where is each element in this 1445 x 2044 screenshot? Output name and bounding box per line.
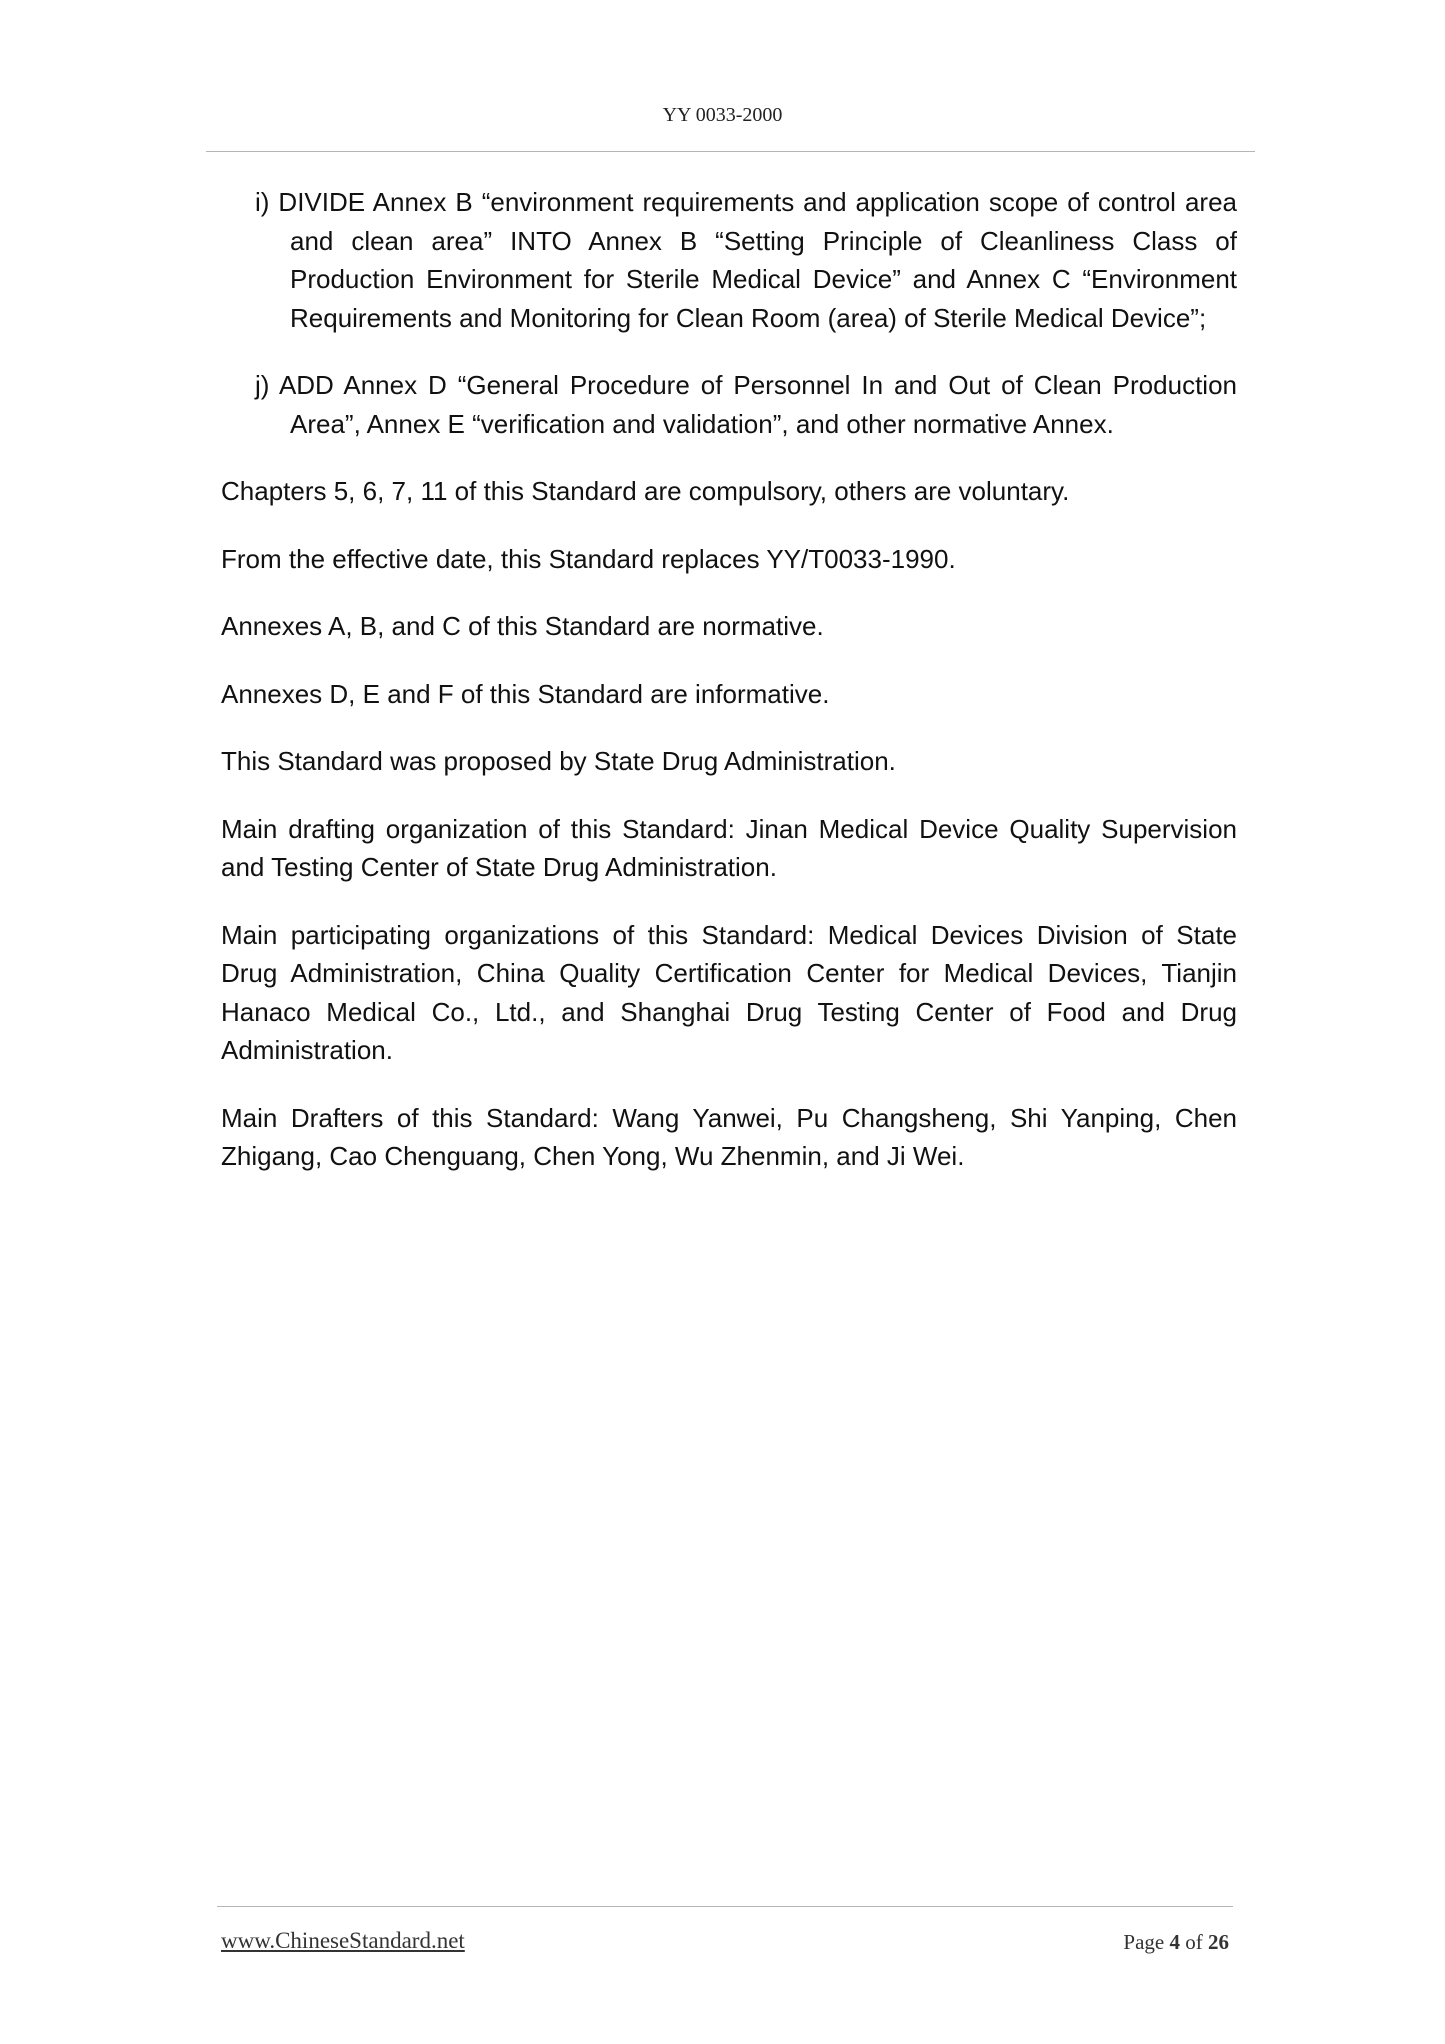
page-number [1123, 1930, 1229, 1955]
paragraph-drafting-organization: Main drafting organization of this Standard: Jinan Medical Device Quality Supervision and Testing Center of State Drug Administration. [221, 813, 1237, 882]
list-item-j: j) ADD Annex D “General Procedure of Personnel In and Out of Clean Production Area”, Annex E “verification and validation”, and other normative Annex. [255, 370, 1237, 439]
page-body [221, 183, 1237, 1205]
paragraph-participating-organizations: Main participating organizations of this Standard: Medical Devices Division of State Drug Administration, China Quality Certification Center for Medical Devices, Tianjin Hanaco Medical Co., Ltd., and Shanghai Drug Testing Center of Food and Drug Administration. [221, 919, 1237, 1065]
paragraph-replaces-standard: From the effective date, this Standard replaces YY/T0033-1990. [221, 543, 956, 574]
page-number-total: 26 [1208, 1930, 1229, 1954]
page-number-prefix: Page [1123, 1930, 1165, 1954]
paragraph-proposed-by: This Standard was proposed by State Drug Administration. [221, 746, 896, 776]
paragraph-compulsory-chapters: Chapters 5, 6, 7, 11 of this Standard are compulsory, others are voluntary. [221, 476, 1070, 506]
header-divider [206, 151, 1255, 152]
footer-website-link[interactable]: www.ChineseStandard.net [221, 1928, 465, 1953]
paragraph-main-drafters: Main Drafters of this Standard: Wang Yanwei, Pu Changsheng, Shi Yanping, Chen Zhigang, Cao Chenguang, Chen Yong, Wu Zhenmin, and Ji Wei. [221, 1102, 1237, 1171]
paragraph-informative-annexes: Annexes D, E and F of this Standard are informative. [221, 678, 830, 709]
paragraph-normative-annexes: Annexes A, B, and C of this Standard are normative. [221, 611, 824, 641]
list-item-i: i) DIVIDE Annex B “environment requirements and application scope of control area and clean area” INTO Annex B “Setting Principle of Cleanliness Class of Production Environment for Sterile Medical Device” and Annex C “Environment Requirements and Monitoring for Clean Room (area) of Sterile Medical Device”; [255, 187, 1237, 333]
header-doc-code: YY 0033-2000 [662, 104, 783, 126]
footer-divider [217, 1906, 1233, 1907]
page-number-current: 4 [1169, 1930, 1180, 1954]
page-number-of: of [1185, 1930, 1203, 1954]
